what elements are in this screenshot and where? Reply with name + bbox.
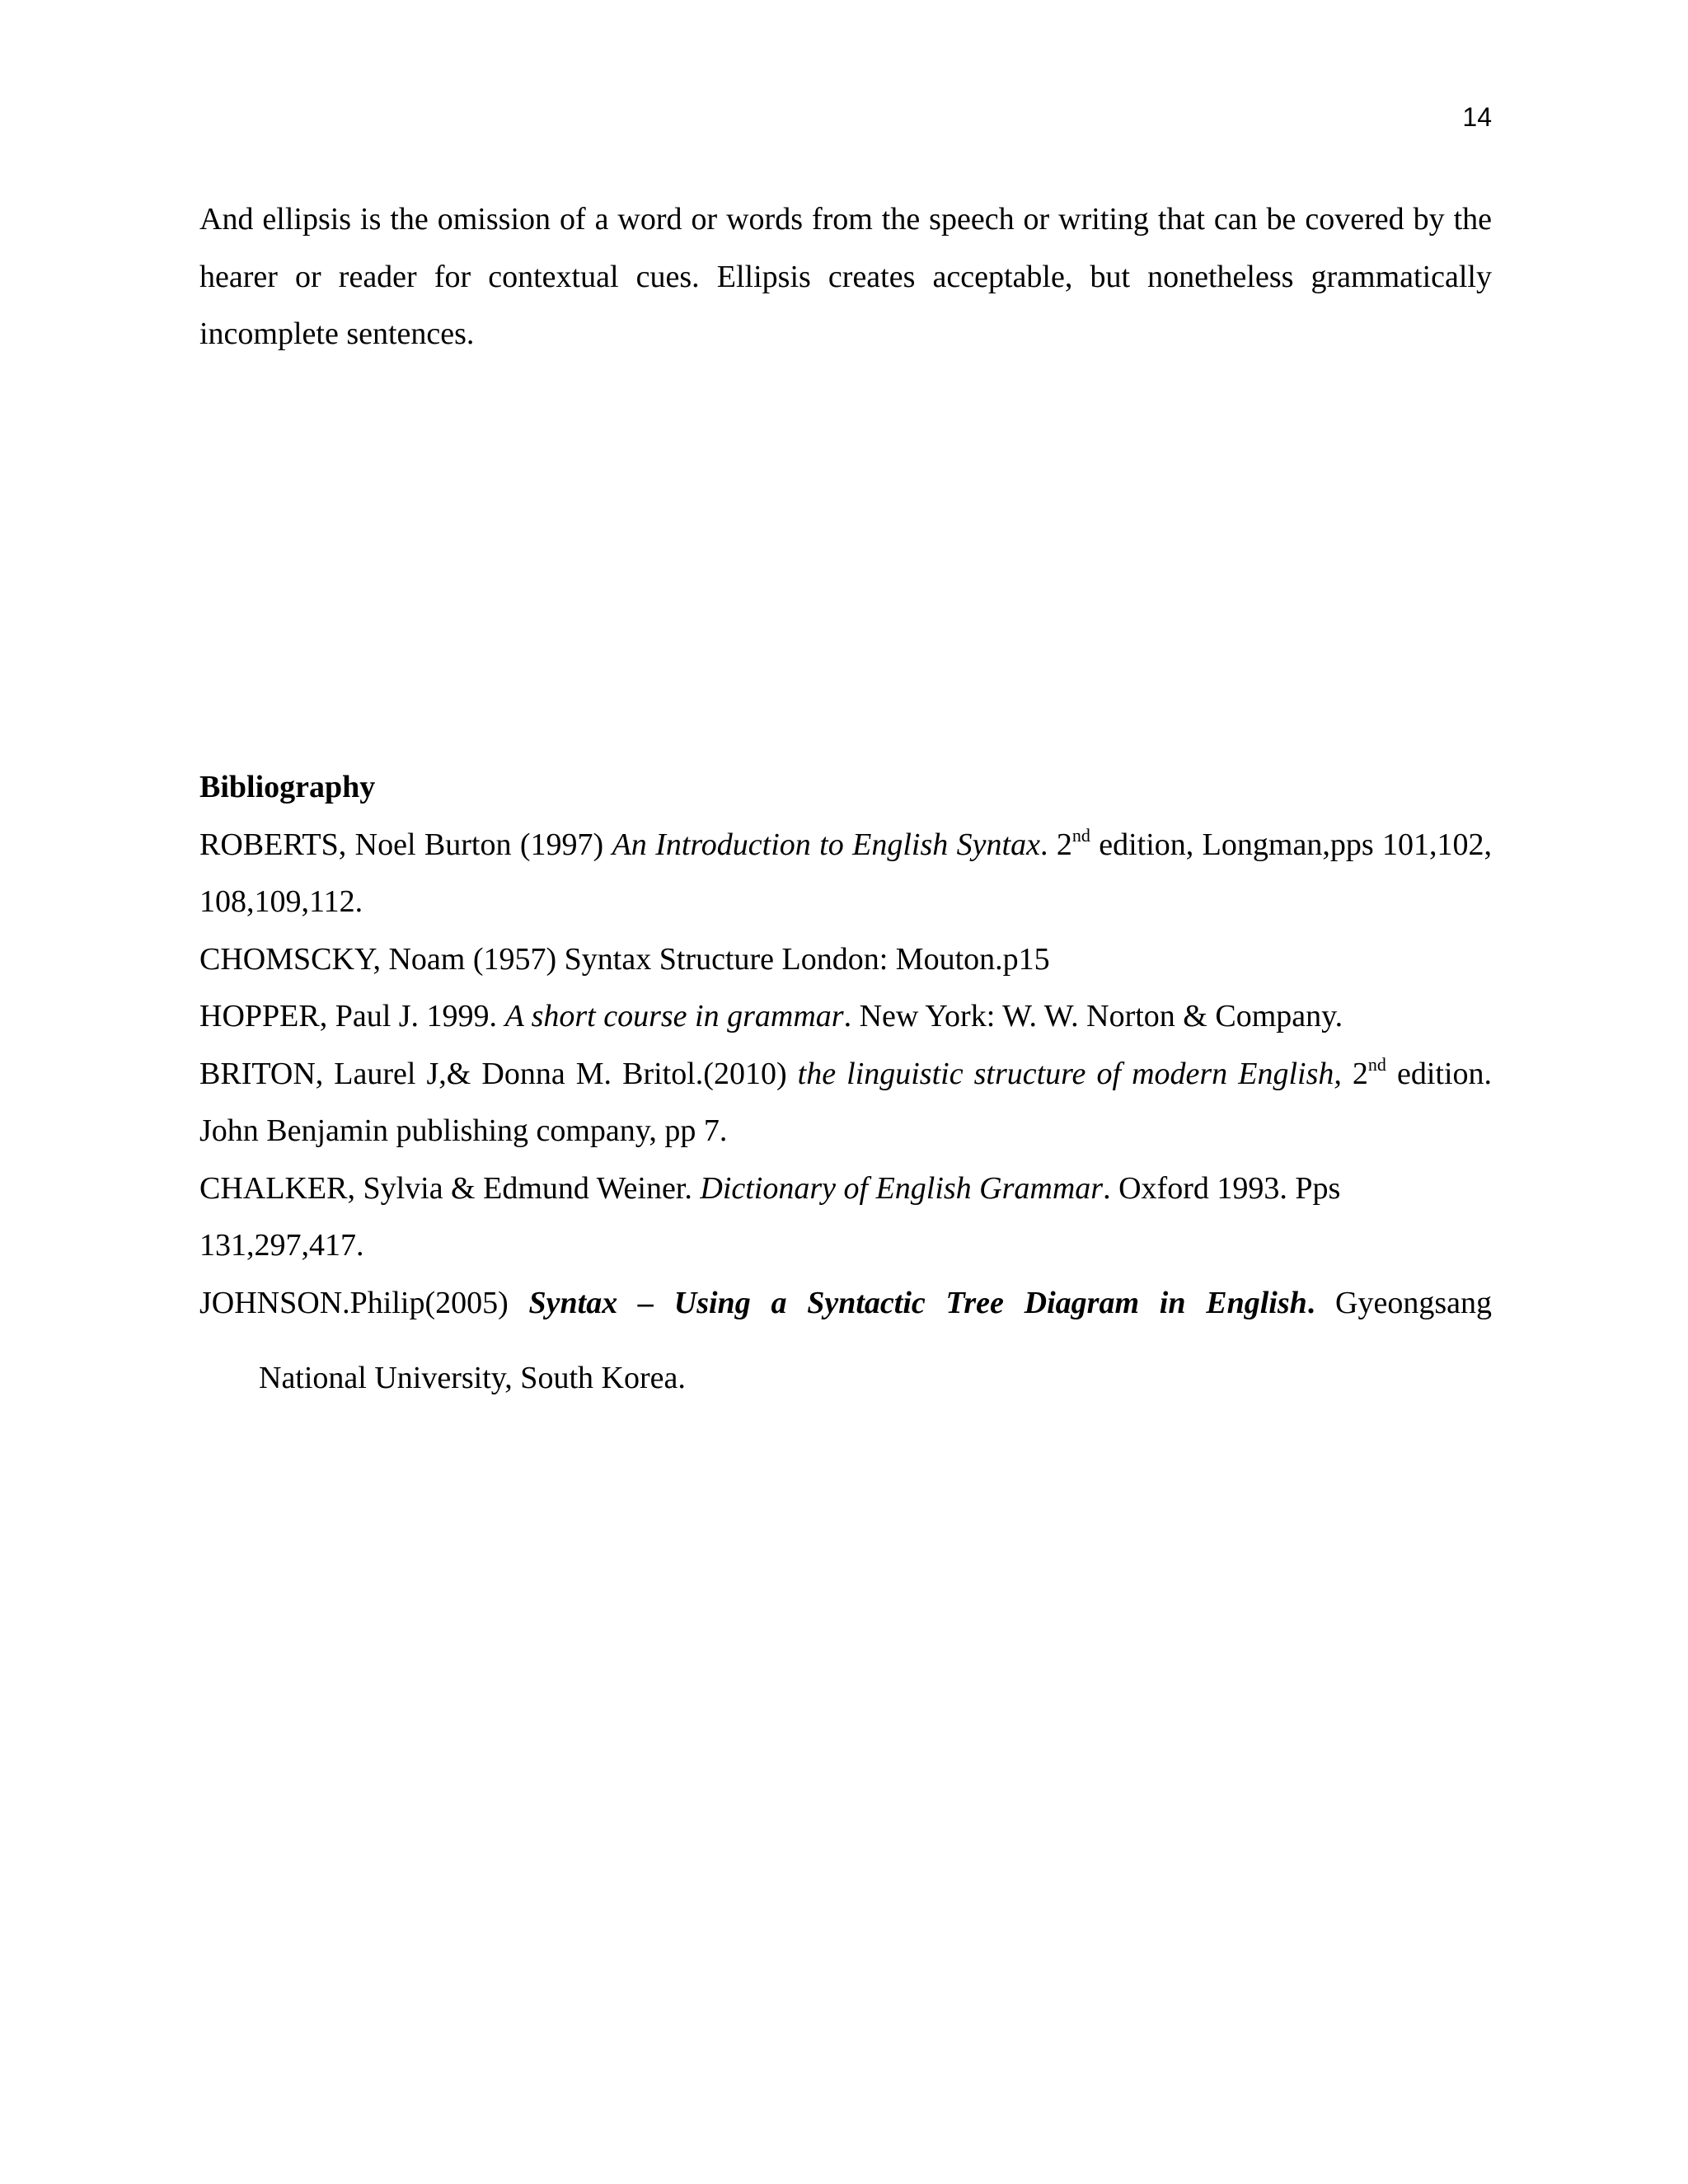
bib-entry-johnson xyxy=(199,1275,1492,1408)
bib-text: National University, South Korea. xyxy=(259,1361,686,1395)
bib-title: Dictionary of English Grammar xyxy=(700,1170,1104,1206)
bib-text: edition. John Benjamin publishing company, pp 7. xyxy=(199,1056,1493,1148)
bib-superscript: nd xyxy=(1367,1053,1386,1075)
bib-text: Gyeongsang xyxy=(1315,1285,1493,1320)
bib-superscript: nd xyxy=(1071,824,1090,846)
bib-line xyxy=(199,1275,1492,1333)
bib-author: HOPPER, Paul J. 1999. xyxy=(199,999,505,1033)
bib-entry-roberts xyxy=(199,817,1492,931)
bib-entry-chalker xyxy=(199,1160,1492,1275)
bib-title: the linguistic structure of modern English, xyxy=(797,1056,1342,1091)
bib-entry-hopper xyxy=(199,988,1492,1046)
bib-author: CHALKER, Sylvia & Edmund Weiner. xyxy=(199,1170,701,1206)
bibliography-section xyxy=(199,759,1492,1408)
bib-title: An Introduction to English Syntax xyxy=(612,827,1040,862)
body-paragraph: And ellipsis is the omission of a word or words from the speech or writing that can be covered by the hearer or reader for contextual cues. Ellipsis creates acceptable, but nonetheless grammatically incomplete sentences. xyxy=(199,202,1492,351)
bib-text: 2 xyxy=(1341,1056,1368,1091)
bib-text: 131,297,417. xyxy=(199,1228,364,1263)
bib-text: . New York: W. W. Norton & Company. xyxy=(843,999,1343,1033)
bib-author: ROBERTS, Noel Burton (1997) xyxy=(199,827,612,862)
bib-title: A short course in grammar xyxy=(504,999,844,1033)
bibliography-heading: Bibliography xyxy=(199,770,376,804)
bib-entry-chomscky: CHOMSCKY, Noam (1957) Syntax Structure London: Mouton.p15 xyxy=(199,941,1050,977)
bib-title: Syntax – Using a Syntactic Tree Diagram in English xyxy=(528,1285,1307,1320)
bib-entry-briton xyxy=(199,1046,1492,1160)
bib-text: edition, Longman,pps 101,102, 108,109,112. xyxy=(199,827,1493,919)
bib-text: . Oxford 1993. Pps xyxy=(1103,1170,1341,1206)
page-number: 14 xyxy=(1462,102,1492,132)
bib-author: BRITON, Laurel J,& Donna M. Britol.(2010) xyxy=(199,1056,798,1091)
bib-text: . xyxy=(1306,1285,1315,1320)
bib-author: JOHNSON.Philip(2005) xyxy=(199,1285,529,1320)
bib-text: . 2 xyxy=(1039,827,1072,862)
